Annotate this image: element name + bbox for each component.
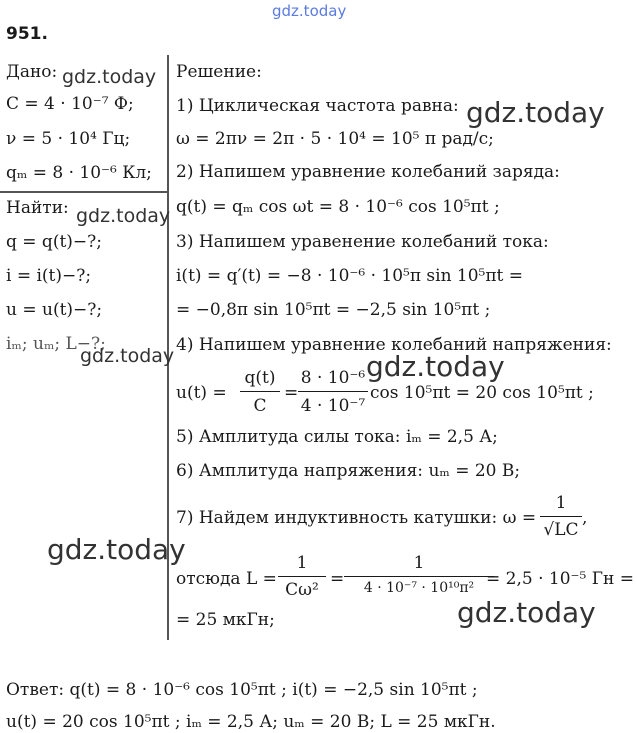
inductance-frac2-den: 4 · 10⁻⁷ · 10¹⁰π² [363,580,475,596]
solution-current-eq: i(t) = q′(t) = −8 · 10⁻⁶ · 10⁵π sin 10⁵πt = [176,266,524,286]
solution-omega-eq: ω = 2πν = 2π · 5 · 10⁴ = 10⁵ π рад/с; [176,129,494,149]
solution-step-2: 2) Напишем уравнение колебаний заряда: [176,162,560,182]
watermark-4: gdz.today [80,345,175,367]
inductance-frac2-num: 1 [413,553,425,573]
solution-step-6: 6) Амплитуда напряжения: uₘ = 20 В; [176,461,521,481]
solution-title: Решение: [176,62,262,82]
solution-step-1: 1) Циклическая частота равна: [176,96,459,116]
find-amplitudes: iₘ; uₘ; L−?; [6,334,106,354]
voltage-eq-lhs: u(t) = [176,383,227,403]
watermark-7: gdz.today [457,596,596,629]
voltage-frac2-den: 4 · 10⁻⁷ [300,396,366,416]
omega-frac-tail: , [582,508,588,528]
problem-number: 951. [6,24,48,44]
watermark-1: gdz.today [62,66,157,88]
watermark-3: gdz.today [76,205,171,227]
voltage-frac1-bar [240,391,280,392]
voltage-eq-rhs: cos 10⁵πt = 20 cos 10⁵πt ; [370,383,594,403]
find-voltage: u = u(t)−?; [6,300,103,320]
given-frequency: ν = 5 · 10⁴ Гц; [6,129,131,149]
inductance-frac1-den: Cω² [285,580,319,600]
omega-frac-den: √LC [543,520,579,540]
solution-step-4: 4) Напишем уравнение колебаний напряжения: [176,335,612,355]
omega-frac-num: 1 [555,493,567,513]
solution-step-3: 3) Напишем уравенение колебаний тока: [176,232,549,252]
answer-line-2: u(t) = 20 cos 10⁵πt ; iₘ = 2,5 А; uₘ = 20 В; L = 25 мкГн. [6,712,496,732]
inductance-eq-sign: = [330,569,345,589]
find-current: i = i(t)−?; [6,266,92,286]
solution-current-eq-cont: = −0,8π sin 10⁵πt = −2,5 sin 10⁵πt ; [176,300,491,320]
find-charge: q = q(t)−?; [6,232,102,252]
given-charge-amplitude: qₘ = 8 · 10⁻⁶ Кл; [6,163,152,183]
inductance-frac2-bar [344,576,494,577]
watermark-top: gdz.today [272,2,347,20]
watermark-5: gdz.today [366,350,505,383]
inductance-eq-lhs: отсюда L = [176,569,277,589]
inductance-eq-rhs: = 2,5 · 10⁻⁵ Гн = [486,569,634,589]
inductance-frac1-num: 1 [296,553,308,573]
inductance-result: = 25 мкГн; [176,610,275,630]
watermark-6: gdz.today [47,533,186,566]
voltage-frac1-den: C [253,396,267,416]
voltage-frac2-bar [298,391,368,392]
given-capacitance: C = 4 · 10⁻⁷ Ф; [6,94,134,114]
omega-frac-bar [540,516,582,517]
given-find-divider [0,191,168,193]
watermark-2: gdz.today [466,96,605,129]
inductance-frac1-bar [278,576,326,577]
voltage-eq-sign: = [284,383,299,403]
voltage-frac1-num: q(t) [244,368,276,388]
solution-step-5: 5) Амплитуда силы тока: iₘ = 2,5 А; [176,427,498,447]
find-title: Найти: [6,198,69,218]
solution-step-7: 7) Найдем индуктивность катушки: ω = [176,508,537,528]
solution-charge-eq: q(t) = qₘ cos ωt = 8 · 10⁻⁶ cos 10⁵πt ; [176,197,500,217]
given-title: Дано: [6,62,58,82]
answer-line-1: Ответ: q(t) = 8 · 10⁻⁶ cos 10⁵πt ; i(t) = −2,5 sin 10⁵πt ; [6,680,478,700]
voltage-frac2-num: 8 · 10⁻⁶ [300,368,366,388]
